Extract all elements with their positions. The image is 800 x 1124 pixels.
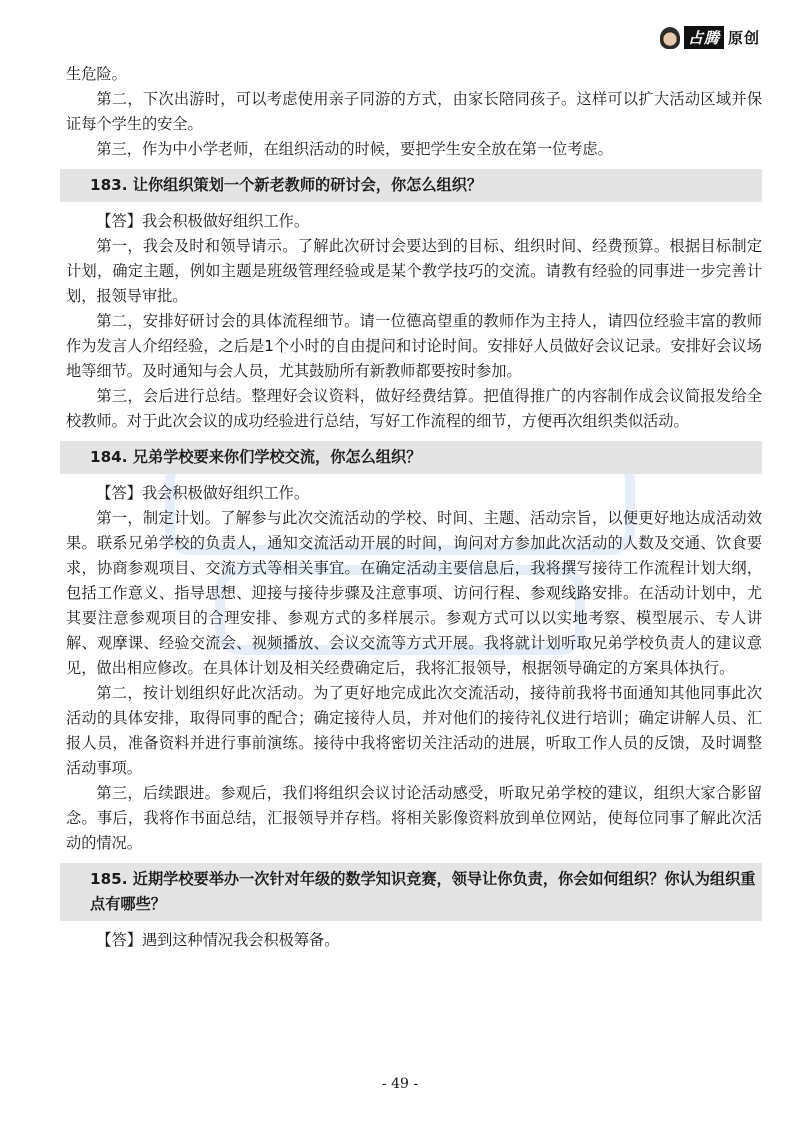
paragraph: 第三，会后进行总结。整理好会议资料，做好经费结算。把值得推广的内容制作成会议简报发给全校教师。对于此次会议的成功经验进行总结，写好工作流程的细节，方便再次组织类似活动。 <box>66 387 762 430</box>
paragraph: 第一，我会及时和领导请示。了解此次研讨会要达到的目标、组织时间、经费预算。根据目标制定计划，确定主题，例如主题是班级管理经验或是某个教学技巧的交流。请教有经验的同事进一步完善计划，报领导审批。 <box>66 237 762 305</box>
paragraph: 【答】遇到这种情况我会积极筹备。 <box>96 931 340 949</box>
question-heading: 185. 近期学校要举办一次针对年级的数学知识竞赛，领导让你负责，你会如何组织？你认为组织重点有哪些？ <box>60 863 762 921</box>
paragraph: 第三，作为中小学老师，在组织活动的时候，要把学生安全放在第一位考虑。 <box>96 140 613 158</box>
paragraph: 生危险。 <box>66 65 127 83</box>
question-heading: 184. 兄弟学校要来你们学校交流，你怎么组织？ <box>60 441 762 474</box>
paragraph: 第三，后续跟进。参观后，我们将组织会议讨论活动感受，听取兄弟学校的建议，组织大家合影留念。事后，我将作书面总结，汇报领导并存档。将相关影像资料放到单位网站，使每位同事了解此次活动的情况。 <box>66 784 762 852</box>
logo-box: 占腾 <box>684 26 724 49</box>
header-logo <box>660 26 760 49</box>
question-heading: 183. 让你组织策划一个新老教师的研讨会，你怎么组织？ <box>60 169 762 202</box>
paragraph: 【答】我会积极做好组织工作。 <box>96 212 310 230</box>
logo-text: 原创 <box>727 29 760 47</box>
paragraph: 第二，安排好研讨会的具体流程细节。请一位德高望重的教师作为主持人，请四位经验丰富的教师作为发言人介绍经验，之后是1个小时的自由提问和讨论时间。安排好人员做好会议记录。安排好会议场地等细节。及时通知与会人员，尤其鼓励所有新教师都要按时参加。 <box>66 312 762 380</box>
paragraph: 第二，按计划组织好此次活动。为了更好地完成此次交流活动，接待前我将书面通知其他同事此次活动的具体安排，取得同事的配合；确定接待人员，并对他们的接待礼仪进行培训；确定讲解人员、汇报人员，准备资料并进行事前演练。接待中我将密切关注活动的进展，听取工作人员的反馈，及时调整活动事项。 <box>66 684 762 777</box>
paragraph: 第一，制定计划。了解参与此次交流活动的学校、时间、主题、活动宗旨，以便更好地达成活动效果。联系兄弟学校的负责人，通知交流活动开展的时间，询问对方参加此次活动的人数及交通、饮食要求，协商参观项目、交流方式等相关事宜。在确定活动主要信息后，我将撰写接待工作流程计划大纲，包括工作意义、指导思想、迎接与接待步骤及注意事项、访问行程、参观线路安排。在活动计划中，尤其要注意参观项目的合理安排、参观方式的多样展示。参观方式可以以实地考察、模型展示、专人讲解、观摩课、经验交流会、视频播放、会议交流等方式开展。我将就计划听取兄弟学校负责人的建议意见，做出相应修改。在具体计划及相关经费确定后，我将汇报领导，根据领导确定的方案具体执行。 <box>66 509 762 677</box>
paragraph: 第二，下次出游时，可以考虑使用亲子同游的方式，由家长陪同孩子。这样可以扩大活动区域并保证每个学生的安全。 <box>66 90 762 133</box>
document-body <box>66 62 762 953</box>
author-avatar <box>660 27 680 49</box>
page-number: - 49 - <box>381 1076 419 1092</box>
paragraph: 【答】我会积极做好组织工作。 <box>96 484 310 502</box>
